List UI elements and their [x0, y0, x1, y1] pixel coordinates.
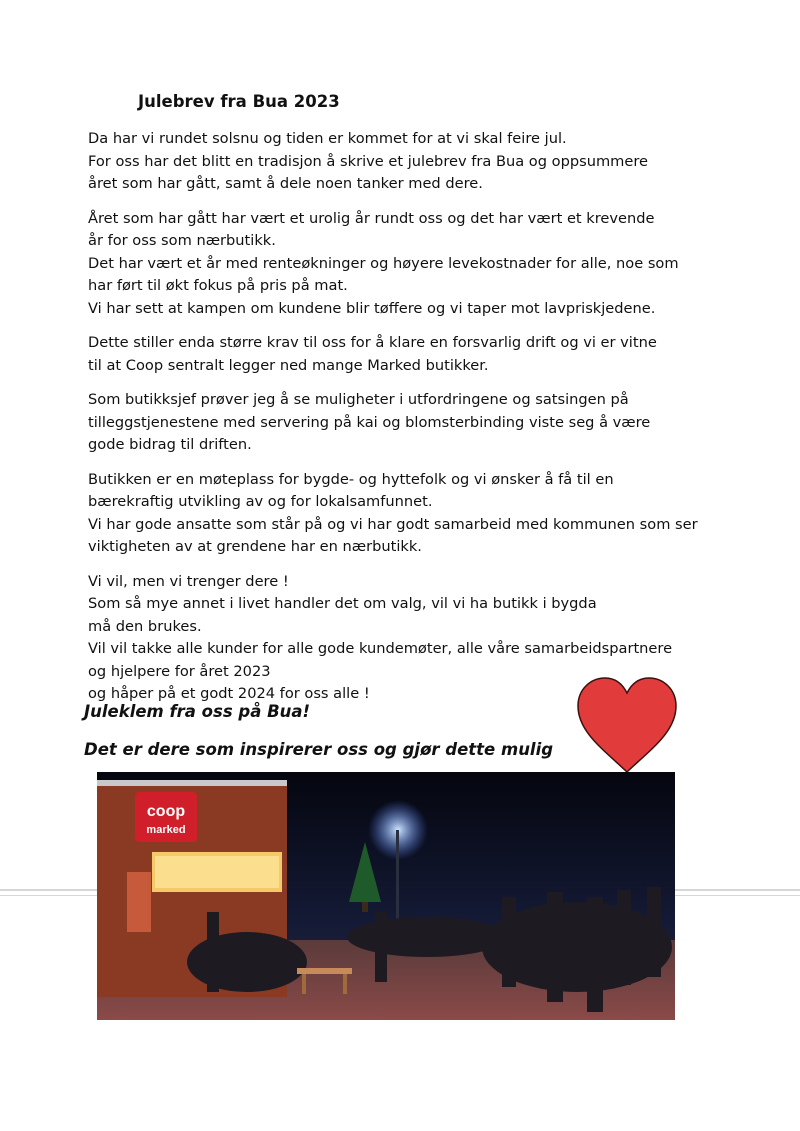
store-roof-edge [97, 780, 287, 786]
crowd-person [375, 912, 387, 982]
letter-line: året som har gått, samt å dele noen tanker med dere. [88, 175, 483, 192]
letter-paragraph [88, 128, 728, 196]
letter-line: For oss har det blitt en tradisjon å skrive et julebrev fra Bua og oppsummere [88, 152, 649, 170]
letter-line: Som så mye annet i livet handler det om valg, vil vi ha butikk i bygda [88, 595, 597, 612]
letter-paragraph [88, 208, 728, 321]
bench-leg [302, 974, 306, 994]
letter-line: Vi har sett at kampen om kundene blir tøffere og vi taper mot lavpriskjedene. [88, 299, 656, 317]
crowd-group-left [187, 932, 307, 992]
crowd-person [587, 897, 603, 1012]
letter-line: Vi vil, men vi trenger dere ! [88, 572, 289, 590]
bench-leg [343, 974, 347, 994]
letter-line: og hjelpere for året 2023 [88, 662, 271, 680]
letter-line: Dette stiller enda større krav til oss for å klare en forsvarlig drift og vi er vitne [88, 334, 657, 351]
crowd-person [207, 912, 219, 992]
street-lamp-pole [396, 830, 399, 920]
store-photo [97, 772, 675, 1020]
letter-title: Julebrev fra Bua 2023 [138, 92, 340, 111]
letter-body [88, 128, 728, 718]
letter-line: viktigheten av at grendene har en nærbutikk. [88, 538, 422, 555]
crowd-person [547, 892, 563, 1002]
coop-sign-subtext: marked [146, 824, 186, 836]
letter-line: og håper på et godt 2024 for oss alle ! [88, 685, 370, 702]
closing-tagline: Det er dere som inspirerer oss og gjør dette mulig [84, 740, 554, 759]
crowd-person [502, 897, 516, 987]
heart-shape [578, 678, 676, 772]
store-door [127, 872, 151, 932]
letter-line: år for oss som nærbutikk. [88, 232, 276, 249]
letter-line: Butikken er en møteplass for bygde- og hyttefolk og vi ønsker å få til en [88, 470, 614, 488]
letter-line: Det har vært et år med renteøkninger og høyere levekostnader for alle, noe som [88, 254, 679, 272]
letter-line: Vil vil takke alle kunder for alle gode kundemøter, alle våre samarbeidspartnere [88, 640, 673, 657]
letter-line: bærekraftig utvikling av og for lokalsamfunnet. [88, 493, 433, 510]
letter-line: Vi har gode ansatte som står på og vi har godt samarbeid med kommunen som ser [88, 515, 698, 533]
letter-paragraph [88, 332, 728, 377]
letter-line: må den brukes. [88, 617, 202, 635]
letter-line: Da har vi rundet solsnu og tiden er kommet for at vi skal feire jul. [88, 130, 567, 147]
letter-paragraph [88, 389, 728, 457]
letter-line: Året som har gått har vært et urolig år rundt oss og det har vært et krevende [88, 209, 655, 227]
letter-paragraph [88, 469, 728, 559]
crowd-person [617, 890, 631, 985]
letter-line: gode bidrag til driften. [88, 436, 252, 453]
letter-line: har ført til økt fokus på pris på mat. [88, 277, 348, 294]
store-photo-scene [97, 772, 675, 1020]
crowd-person [647, 887, 661, 977]
heart-icon [576, 676, 678, 774]
bench [297, 968, 352, 974]
christmas-tree-trunk [362, 902, 368, 912]
letter-line: Som butikksjef prøver jeg å se muligheter i utfordringene og satsingen på [88, 391, 629, 408]
letter-line: til at Coop sentralt legger ned mange Marked butikker. [88, 356, 489, 374]
closing-greeting: Juleklem fra oss på Bua! [84, 702, 311, 721]
letter-line: tilleggstjenestene med servering på kai og blomsterbinding viste seg å være [88, 413, 651, 431]
coop-sign-text: coop [146, 803, 186, 820]
store-window-glow [155, 856, 279, 888]
